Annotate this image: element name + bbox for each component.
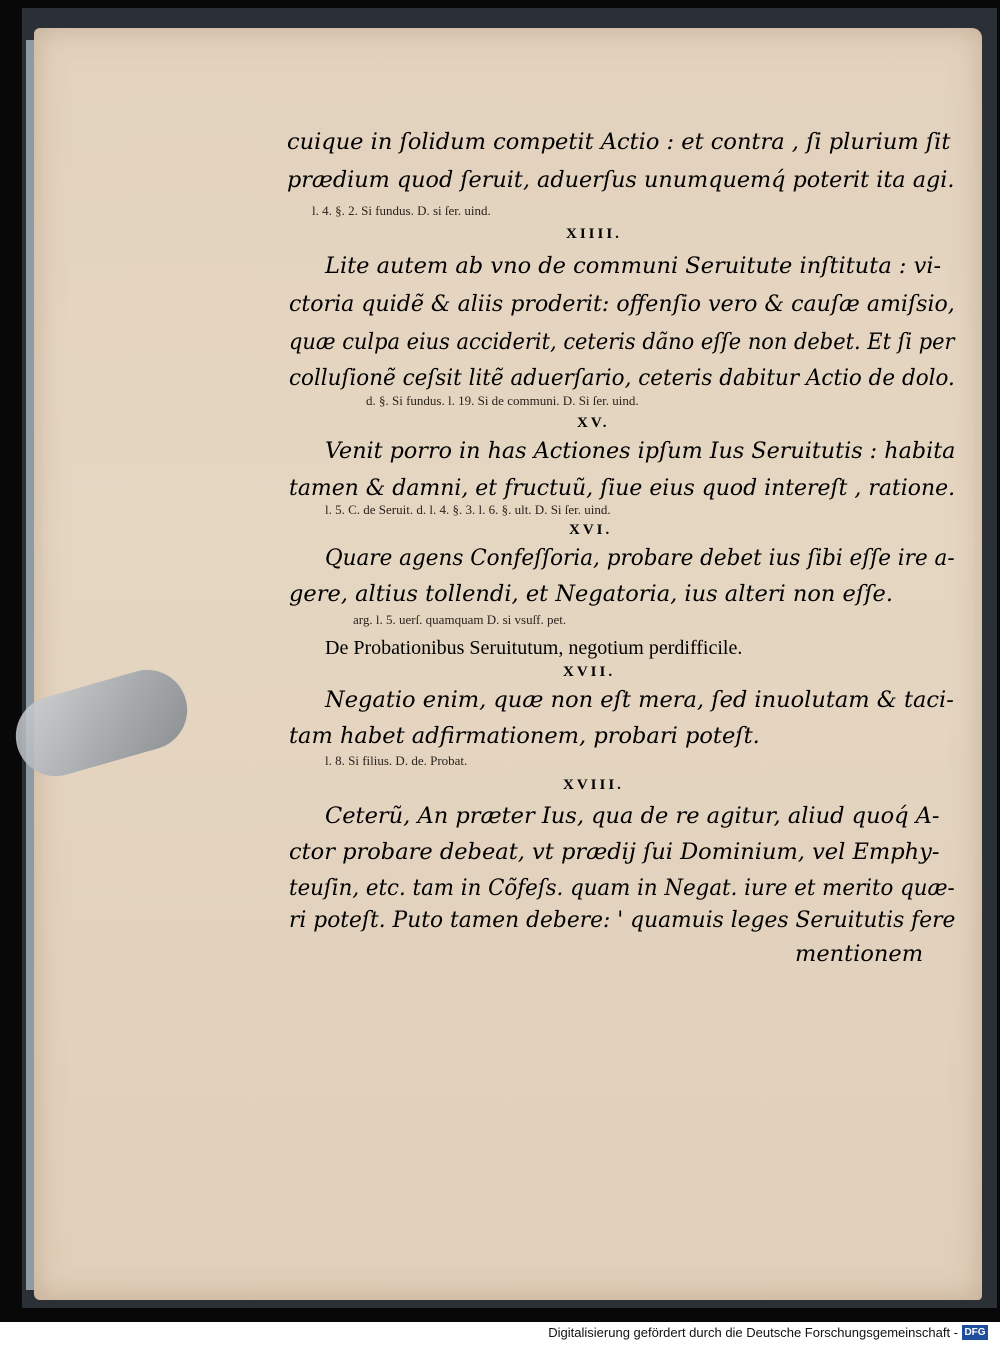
text-line: teuſin, etc. tam in Cõfeſs. quam in Negat. iure et merito quæ-: [289, 875, 955, 901]
text-line: Venit porro in has Actiones ipſum Ius Seruitutis : habita: [325, 438, 956, 464]
text-line: ri poteſt. Puto tamen debere: ' quamuis leges Seruitutis fere: [289, 907, 956, 933]
section-numeral: XIIII.: [566, 226, 622, 242]
page-clip: [6, 660, 196, 785]
text-line: ctor probare debeat, vt prædij ſui Dominium, vel Emphy-: [289, 839, 940, 865]
section-numeral: XVII.: [563, 664, 616, 680]
text-line: tamen & damni, et fructuũ, ſiue eius quod intereſt , ratione.: [289, 475, 956, 501]
text-line: ctoria quidẽ & aliis proderit: offenſio vero & cauſæ amiſsio,: [289, 291, 955, 317]
funding-notice: Digitalisierung gefördert durch die Deutsche Forschungsgemeinschaft -: [548, 1325, 958, 1340]
dfg-logo: DFG: [962, 1325, 988, 1340]
citation: l. 4. §. 2. Si fundus. D. si ſer. uind.: [312, 203, 491, 218]
catchword: mentionem: [795, 941, 924, 967]
citation: l. 8. Si filius. D. de. Probat.: [325, 753, 468, 768]
text-line: cuique in ſolidum competit Actio : et contra , ſi plurium ſit: [287, 129, 951, 155]
text-line: quæ culpa eius acciderit, ceteris dãno eſſe non debet. Et ſi per: [289, 329, 955, 355]
citation: d. §. Si fundus. l. 19. Si de communi. D. Si ſer. uind.: [366, 393, 639, 408]
text-line: tam habet adfirmationem, probari poteſt.: [289, 723, 760, 749]
text-line: Quare agens Confeſſoria, probare debet ius ſibi eſſe ire a-: [325, 545, 955, 571]
citation: l. 5. C. de Seruit. d. l. 4. §. 3. l. 6. §. ult. D. Si ſer. uind.: [325, 502, 611, 517]
text-line: Lite autem ab vno de communi Seruitute inſtituta : vi-: [325, 253, 942, 279]
text-line: prædium quod ſeruit, aduerſus unumquemq́ poterit ita agi.: [287, 167, 955, 193]
section-numeral: XVIII.: [563, 777, 624, 793]
text-line: Ceterũ, An præter Ius, qua de re agitur, aliud quoq́ A-: [325, 803, 940, 829]
citation: arg. l. 5. uerſ. quamquam D. si vsuſf. pet.: [353, 612, 567, 627]
document-page: [34, 28, 982, 1300]
text-line: Negatio enim, quæ non eſt mera, ſed inuolutam & taci-: [325, 687, 954, 713]
section-heading: De Probationibus Seruitutum, negotium perdifficile.: [325, 637, 743, 659]
footer-bar: [0, 1322, 1000, 1345]
section-numeral: XVI.: [569, 522, 613, 538]
section-numeral: XV.: [577, 415, 610, 431]
text-line: gere, altius tollendi, et Negatoria, ius alteri non eſſe.: [289, 581, 893, 607]
text-line: colluſionẽ ceſsit litẽ aduerſario, ceteris dabitur Actio de dolo.: [289, 365, 955, 391]
